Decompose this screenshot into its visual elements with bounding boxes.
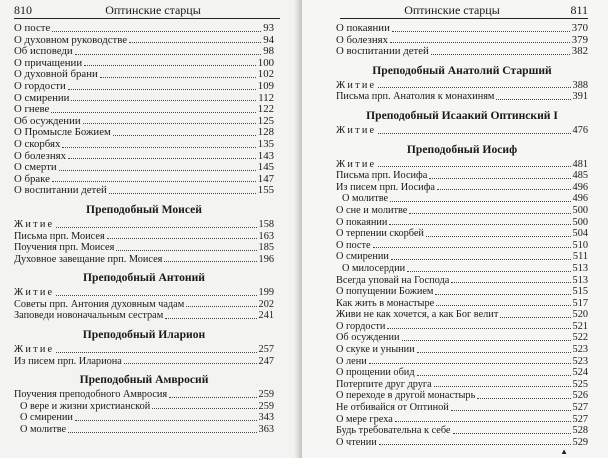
toc-leader-dots bbox=[407, 271, 570, 272]
toc-entry[interactable] bbox=[336, 414, 588, 426]
toc-entry-title: Советы прп. Антония духовным чадам bbox=[14, 298, 185, 310]
toc-entry-title: Живи не как хочется, а как Бог велит bbox=[336, 309, 499, 321]
toc-entry-page: 481 bbox=[572, 158, 588, 170]
toc-leader-dots bbox=[116, 250, 256, 251]
toc-leader-dots bbox=[379, 444, 571, 445]
toc-entry-page: 522 bbox=[572, 332, 588, 344]
toc-entry[interactable] bbox=[14, 162, 274, 174]
toc-entry[interactable] bbox=[336, 437, 588, 449]
toc-entry[interactable] bbox=[14, 104, 274, 116]
toc-leader-dots bbox=[75, 420, 257, 421]
toc-entry[interactable] bbox=[336, 228, 588, 240]
toc-leader-dots bbox=[109, 193, 256, 194]
toc-leader-dots bbox=[378, 166, 570, 167]
toc-entry-title: Как жить в монастыре bbox=[336, 297, 435, 309]
toc-entry-page: 185 bbox=[258, 242, 274, 254]
toc-entry-page: 241 bbox=[258, 310, 274, 322]
toc-entry-page: 520 bbox=[572, 309, 588, 321]
toc-entry-page: 527 bbox=[572, 413, 588, 425]
toc-entry-title: О молитве bbox=[20, 424, 67, 436]
toc-leader-dots bbox=[429, 178, 570, 179]
left-page-number: 810 bbox=[14, 3, 32, 17]
toc-entry[interactable] bbox=[336, 193, 588, 205]
toc-entry[interactable] bbox=[336, 251, 588, 263]
toc-entry[interactable] bbox=[336, 263, 588, 275]
toc-leader-dots bbox=[71, 100, 256, 101]
toc-entry-page: 517 bbox=[572, 297, 588, 309]
toc-entry[interactable] bbox=[14, 231, 274, 243]
toc-leader-dots bbox=[100, 77, 256, 78]
section-heading: Преподобный Иларион bbox=[82, 328, 206, 342]
toc-entry[interactable] bbox=[14, 424, 274, 436]
toc-leader-dots bbox=[51, 112, 255, 113]
toc-entry-title: О смирении bbox=[336, 251, 389, 263]
toc-entry-title: Духовное завещание прп. Моисея bbox=[14, 253, 163, 265]
toc-entry-page: 528 bbox=[572, 425, 588, 437]
left-toc bbox=[14, 23, 274, 436]
toc-entry[interactable] bbox=[14, 401, 274, 413]
toc-leader-dots bbox=[417, 352, 571, 353]
toc-entry-title: О гордости bbox=[14, 79, 66, 92]
toc-entry[interactable] bbox=[14, 81, 274, 93]
toc-entry-title: О гневе bbox=[14, 103, 50, 116]
toc-entry-page: 109 bbox=[257, 79, 274, 92]
toc-entry-title: О смирении bbox=[14, 91, 70, 104]
toc-leader-dots bbox=[402, 340, 571, 341]
toc-leader-dots bbox=[152, 408, 256, 409]
right-header-rule bbox=[340, 18, 588, 19]
toc-entry-page: 112 bbox=[258, 91, 274, 104]
toc-entry-title: О милосердии bbox=[342, 262, 406, 274]
section-heading: Преподобный Моисей bbox=[86, 202, 202, 216]
toc-entry-page: 504 bbox=[572, 228, 588, 240]
toc-entry-title: Заповеди новоначальным сестрам bbox=[14, 310, 164, 322]
toc-entry[interactable] bbox=[14, 93, 274, 105]
toc-leader-dots bbox=[52, 181, 256, 182]
toc-entry[interactable] bbox=[14, 219, 274, 231]
toc-entry-page: 202 bbox=[258, 298, 274, 310]
toc-entry-title: О молитве bbox=[342, 193, 389, 205]
toc-entry-title: О скорбях bbox=[14, 137, 61, 150]
left-page-header bbox=[14, 3, 292, 17]
toc-entry-page: 476 bbox=[572, 124, 588, 136]
section-heading: Преподобный Иосиф bbox=[406, 142, 518, 156]
toc-entry[interactable] bbox=[336, 46, 588, 58]
toc-leader-dots bbox=[395, 421, 571, 422]
toc-entry-title: Всегда уповай на Господа bbox=[336, 274, 450, 286]
toc-entry-page: 363 bbox=[258, 424, 274, 436]
toc-entry-title: Письма прп. Моисея bbox=[14, 230, 105, 242]
toc-entry[interactable] bbox=[336, 217, 588, 229]
toc-entry-page: 388 bbox=[572, 79, 588, 91]
toc-entry-title: О покаянии bbox=[336, 22, 390, 34]
toc-entry[interactable] bbox=[14, 185, 274, 197]
toc-leader-dots bbox=[124, 363, 257, 364]
toc-entry-page: 135 bbox=[257, 137, 274, 150]
page-marker-icon: ▲ bbox=[560, 447, 568, 456]
toc-leader-dots bbox=[409, 213, 570, 214]
toc-entry-title: Письма прп. Иосифа bbox=[336, 170, 428, 182]
toc-entry[interactable] bbox=[14, 389, 274, 401]
toc-leader-dots bbox=[52, 31, 261, 32]
toc-entry-title: Житие bbox=[336, 158, 377, 170]
toc-entry-title: Поучения преподобного Амвросия bbox=[14, 389, 168, 401]
section-heading: Преподобный Амвросий bbox=[79, 373, 209, 387]
toc-entry-title: Письма прп. Анатолия к монахиням bbox=[336, 91, 495, 103]
toc-entry-title: О попущении Божием bbox=[336, 286, 434, 298]
toc-entry-title: О воспитании детей bbox=[14, 184, 107, 197]
toc-entry-page: 524 bbox=[572, 367, 588, 379]
toc-leader-dots bbox=[75, 54, 262, 55]
toc-entry[interactable] bbox=[336, 367, 588, 379]
toc-leader-dots bbox=[477, 398, 570, 399]
toc-entry-page: 125 bbox=[257, 114, 274, 127]
right-page-header bbox=[316, 3, 588, 17]
toc-entry-page: 379 bbox=[571, 33, 588, 46]
toc-entry-title: О болезнях bbox=[14, 149, 66, 162]
toc-leader-dots bbox=[56, 227, 256, 228]
toc-entry-title: Об осуждении bbox=[336, 332, 400, 344]
toc-entry[interactable] bbox=[336, 23, 588, 35]
toc-entry-title: Житие bbox=[14, 344, 55, 356]
toc-entry-page: 122 bbox=[257, 103, 274, 116]
toc-entry-page: 523 bbox=[572, 355, 588, 367]
toc-entry-page: 527 bbox=[572, 402, 588, 414]
toc-leader-dots bbox=[68, 158, 256, 159]
toc-leader-dots bbox=[387, 328, 570, 329]
toc-leader-dots bbox=[434, 386, 571, 387]
toc-entry-title: О смирении bbox=[20, 412, 73, 424]
toc-entry[interactable] bbox=[336, 159, 588, 171]
toc-entry-title: Об исповеди bbox=[14, 45, 73, 58]
toc-entry-page: 523 bbox=[572, 344, 588, 356]
toc-entry-title: О причащении bbox=[14, 56, 83, 69]
toc-leader-dots bbox=[169, 397, 256, 398]
toc-entry-page: 259 bbox=[258, 400, 274, 412]
toc-entry-title: О смерти bbox=[14, 161, 57, 174]
toc-entry-title: О мере греха bbox=[336, 413, 393, 425]
toc-leader-dots bbox=[56, 295, 256, 296]
right-page-number: 811 bbox=[570, 3, 588, 17]
toc-entry-page: 515 bbox=[572, 286, 588, 298]
toc-entry-page: 155 bbox=[257, 184, 274, 197]
toc-leader-dots bbox=[68, 89, 256, 90]
toc-entry-title: О Промысле Божием bbox=[14, 126, 111, 139]
toc-entry-page: 257 bbox=[258, 344, 274, 356]
toc-leader-dots bbox=[68, 432, 256, 433]
toc-entry-page: 391 bbox=[572, 91, 588, 103]
toc-entry-page: 259 bbox=[258, 389, 274, 401]
toc-entry-title: О лени bbox=[336, 355, 367, 367]
toc-entry-page: 199 bbox=[258, 287, 274, 299]
toc-leader-dots bbox=[437, 189, 571, 190]
toc-entry-title: Не отбивайся от Оптиной bbox=[336, 402, 449, 414]
toc-entry-page: 94 bbox=[263, 33, 274, 46]
toc-leader-dots bbox=[389, 224, 570, 225]
toc-entry-title: О прощении обид bbox=[336, 367, 415, 379]
right-running-head: Оптинские старцы bbox=[404, 3, 500, 17]
toc-entry-title: О чтении bbox=[336, 436, 377, 448]
toc-entry-title: Об осуждении bbox=[14, 114, 81, 127]
toc-entry-title: Из писем прп. Илариона bbox=[14, 355, 122, 367]
section-heading: Преподобный Анатолий Старший bbox=[372, 63, 552, 77]
toc-entry[interactable] bbox=[336, 390, 588, 402]
toc-entry[interactable] bbox=[336, 91, 588, 103]
toc-leader-dots bbox=[186, 306, 256, 307]
toc-entry[interactable] bbox=[336, 402, 588, 414]
toc-entry[interactable] bbox=[336, 298, 588, 310]
toc-entry-title: Будь требовательна к себе bbox=[336, 425, 451, 437]
toc-entry-page: 510 bbox=[572, 239, 588, 251]
toc-entry-page: 513 bbox=[572, 262, 588, 274]
toc-entry-title: О воспитании детей bbox=[336, 45, 429, 58]
toc-entry-title: О браке bbox=[14, 172, 50, 185]
toc-entry-title: Житие bbox=[14, 218, 55, 230]
toc-entry-page: 513 bbox=[572, 274, 588, 286]
toc-entry-page: 485 bbox=[572, 170, 588, 182]
toc-entry-title: О духовном руководстве bbox=[14, 33, 128, 46]
toc-entry[interactable] bbox=[336, 286, 588, 298]
toc-entry[interactable] bbox=[14, 310, 274, 322]
toc-entry-page: 370 bbox=[571, 22, 588, 34]
section-heading: Преподобный Антоний bbox=[83, 271, 205, 285]
toc-entry-page: 102 bbox=[257, 68, 274, 81]
toc-entry-page: 529 bbox=[572, 436, 588, 448]
toc-entry[interactable] bbox=[14, 23, 274, 35]
toc-entry-title: Житие bbox=[14, 287, 55, 299]
toc-entry-title: О переходе в другой монастырь bbox=[336, 390, 476, 402]
toc-entry-page: 382 bbox=[571, 45, 588, 58]
toc-entry[interactable] bbox=[336, 275, 588, 287]
left-header-rule bbox=[14, 18, 280, 19]
toc-entry[interactable] bbox=[336, 205, 588, 217]
toc-leader-dots bbox=[164, 261, 256, 262]
toc-entry[interactable] bbox=[336, 125, 588, 137]
toc-entry-page: 496 bbox=[572, 181, 588, 193]
toc-entry-page: 128 bbox=[257, 126, 274, 139]
toc-entry-page: 98 bbox=[263, 45, 274, 58]
toc-entry-page: 100 bbox=[257, 56, 274, 69]
toc-entry-title: Потерпите друг друга bbox=[336, 378, 432, 390]
toc-entry-title: Из писем прп. Иосифа bbox=[336, 181, 435, 193]
toc-entry-page: 163 bbox=[258, 230, 274, 242]
section-heading: Преподобный Исаакий Оптинский I bbox=[366, 108, 558, 122]
toc-leader-dots bbox=[129, 42, 261, 43]
toc-leader-dots bbox=[83, 123, 256, 124]
toc-leader-dots bbox=[435, 294, 570, 295]
toc-entry[interactable] bbox=[336, 332, 588, 344]
toc-entry[interactable] bbox=[14, 242, 274, 254]
toc-entry-page: 158 bbox=[258, 218, 274, 230]
toc-leader-dots bbox=[391, 259, 571, 260]
toc-leader-dots bbox=[62, 147, 255, 148]
toc-leader-dots bbox=[107, 238, 257, 239]
toc-leader-dots bbox=[431, 54, 570, 55]
toc-entry-page: 147 bbox=[257, 172, 274, 185]
toc-entry-page: 196 bbox=[258, 253, 274, 265]
toc-leader-dots bbox=[390, 42, 570, 43]
toc-leader-dots bbox=[417, 375, 571, 376]
toc-leader-dots bbox=[369, 363, 571, 364]
toc-entry[interactable] bbox=[14, 344, 274, 356]
toc-entry-title: О покаянии bbox=[336, 216, 388, 228]
left-page bbox=[0, 0, 300, 458]
toc-entry-page: 247 bbox=[258, 355, 274, 367]
toc-entry[interactable] bbox=[336, 379, 588, 391]
toc-entry[interactable] bbox=[336, 170, 588, 182]
toc-leader-dots bbox=[390, 201, 570, 202]
toc-leader-dots bbox=[113, 135, 256, 136]
toc-entry-title: О духовной брани bbox=[14, 68, 98, 81]
toc-leader-dots bbox=[392, 31, 570, 32]
toc-leader-dots bbox=[378, 133, 570, 134]
left-running-head: Оптинские старцы bbox=[105, 3, 201, 17]
toc-entry-title: Житие bbox=[336, 124, 377, 136]
toc-entry[interactable] bbox=[14, 412, 274, 424]
toc-entry[interactable] bbox=[14, 139, 274, 151]
toc-entry-page: 525 bbox=[572, 378, 588, 390]
toc-entry[interactable] bbox=[14, 254, 274, 266]
toc-entry[interactable] bbox=[14, 287, 274, 299]
toc-leader-dots bbox=[453, 433, 571, 434]
toc-entry[interactable] bbox=[336, 240, 588, 252]
toc-leader-dots bbox=[84, 65, 256, 66]
toc-entry-title: О болезнях bbox=[336, 33, 388, 46]
right-toc bbox=[336, 23, 588, 448]
toc-entry[interactable] bbox=[336, 344, 588, 356]
toc-entry[interactable] bbox=[14, 299, 274, 311]
toc-entry-page: 500 bbox=[572, 216, 588, 228]
toc-leader-dots bbox=[378, 87, 570, 88]
toc-entry-title: О терпении скорбей bbox=[336, 228, 424, 240]
toc-entry[interactable] bbox=[336, 309, 588, 321]
toc-entry-title: О посте bbox=[14, 22, 51, 34]
toc-entry-page: 500 bbox=[572, 204, 588, 216]
toc-leader-dots bbox=[496, 99, 570, 100]
toc-leader-dots bbox=[451, 282, 570, 283]
toc-leader-dots bbox=[500, 317, 570, 318]
toc-leader-dots bbox=[165, 318, 256, 319]
toc-entry[interactable] bbox=[336, 80, 588, 92]
toc-entry-page: 526 bbox=[572, 390, 588, 402]
toc-entry-title: О посте bbox=[336, 239, 371, 251]
toc-leader-dots bbox=[436, 305, 570, 306]
toc-entry[interactable] bbox=[14, 356, 274, 368]
toc-entry-title: О вере и жизни христианской bbox=[20, 400, 151, 412]
toc-leader-dots bbox=[56, 352, 256, 353]
toc-entry-page: 496 bbox=[572, 193, 588, 205]
toc-entry-page: 511 bbox=[572, 251, 588, 263]
toc-entry-title: О сне и молитве bbox=[336, 204, 408, 216]
toc-entry-page: 343 bbox=[258, 412, 274, 424]
toc-entry[interactable] bbox=[336, 182, 588, 194]
right-page bbox=[302, 0, 608, 458]
toc-entry-title: О скуке и унынии bbox=[336, 344, 415, 356]
toc-entry-page: 93 bbox=[263, 22, 274, 34]
toc-leader-dots bbox=[373, 247, 571, 248]
toc-leader-dots bbox=[451, 410, 571, 411]
toc-entry-page: 521 bbox=[572, 320, 588, 332]
toc-entry-title: О гордости bbox=[336, 320, 386, 332]
toc-entry-title: Поучения прп. Моисея bbox=[14, 242, 115, 254]
toc-entry[interactable] bbox=[336, 321, 588, 333]
toc-leader-dots bbox=[426, 236, 571, 237]
toc-entry-title: Житие bbox=[336, 79, 377, 91]
toc-entry[interactable] bbox=[336, 425, 588, 437]
toc-entry-page: 143 bbox=[257, 149, 274, 162]
toc-entry-page: 145 bbox=[257, 161, 274, 174]
toc-entry[interactable] bbox=[336, 356, 588, 368]
toc-leader-dots bbox=[59, 170, 256, 171]
